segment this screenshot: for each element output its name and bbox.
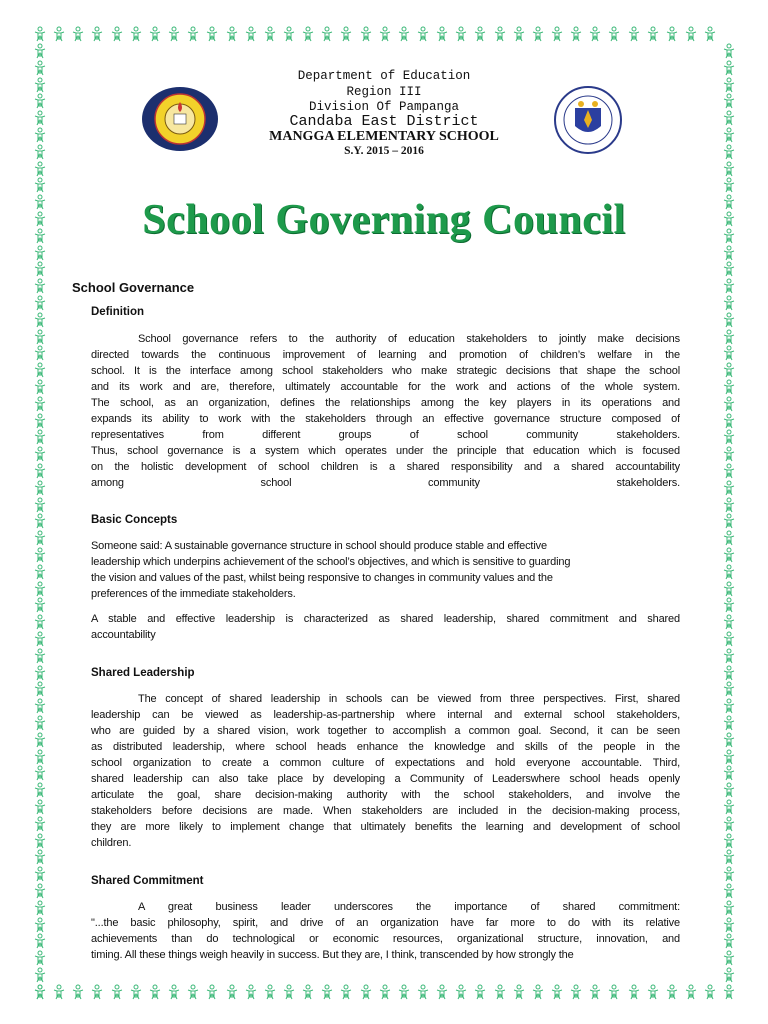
border-figure-icon — [493, 984, 507, 1000]
border-figure-icon — [722, 631, 736, 647]
paragraph-line: leadership which underpins achievement of the school’s objectives, and which is sensitive to guarding — [91, 556, 571, 568]
border-figure-icon — [473, 26, 487, 42]
border-figure-icon — [33, 564, 47, 580]
paragraph-line: and its work and are, therefore, ultimately accountable for the work and actions of the whole system. — [91, 381, 680, 393]
border-figure-icon — [722, 883, 736, 899]
border-figure-icon — [722, 362, 736, 378]
border-figure-icon — [722, 547, 736, 563]
border-figure-icon — [33, 866, 47, 882]
paragraph — [91, 538, 680, 602]
border-figure-icon — [512, 26, 526, 42]
border-figure-icon — [225, 26, 239, 42]
border-figure-icon — [33, 547, 47, 563]
border-figure-icon — [33, 900, 47, 916]
border-figure-icon — [263, 984, 277, 1000]
border-figure-icon — [33, 816, 47, 832]
border-figure-icon — [722, 715, 736, 731]
border-figure-icon — [569, 984, 583, 1000]
paragraph-line: The school, as an organization, defines the relationships among the key players in its operations and — [91, 397, 680, 409]
border-figure-icon — [722, 312, 736, 328]
border-figure-icon — [722, 413, 736, 429]
border-figure-icon — [359, 984, 373, 1000]
paragraph-line: The concept of shared leadership in schools can be viewed from three perspectives. First, shared — [138, 693, 680, 705]
border-figure-icon — [33, 329, 47, 345]
border-figure-icon — [33, 261, 47, 277]
border-figure-icon — [33, 917, 47, 933]
border-figure-icon — [665, 984, 679, 1000]
section-heading: Shared Leadership — [91, 667, 195, 679]
border-figure-icon — [722, 43, 736, 59]
paragraph-line: who are guided by a shared vision, work together to accomplish a common goal. Second, it can be seen — [91, 725, 680, 737]
border-figure-icon — [33, 715, 47, 731]
border-figure-icon — [33, 648, 47, 664]
paragraph — [91, 691, 680, 851]
border-figure-icon — [531, 984, 545, 1000]
border-figure-icon — [33, 967, 47, 983]
border-figure-icon — [33, 950, 47, 966]
border-figure-icon — [148, 984, 162, 1000]
border-figure-icon — [722, 866, 736, 882]
border-figure-icon — [320, 984, 334, 1000]
paragraph-line: Someone said: A sustainable governance structure in school should produce stable and effective — [91, 540, 547, 552]
border-figure-icon — [33, 765, 47, 781]
paragraph-line: timing. All these things weigh heavily in success. But they are, I think, transcended by how strongly the — [91, 949, 574, 961]
border-figure-icon — [397, 984, 411, 1000]
border-figure-icon — [722, 833, 736, 849]
section-heading: Basic Concepts — [91, 514, 178, 526]
border-figure-icon — [33, 177, 47, 193]
border-figure-icon — [435, 26, 449, 42]
border-figure-icon — [129, 26, 143, 42]
border-figure-icon — [722, 917, 736, 933]
border-figure-icon — [378, 26, 392, 42]
border-figure-icon — [33, 295, 47, 311]
border-figure-icon — [722, 933, 736, 949]
border-figure-icon — [454, 26, 468, 42]
border-figure-icon — [339, 26, 353, 42]
border-figure-icon — [33, 581, 47, 597]
border-figure-icon — [435, 984, 449, 1000]
border-figure-icon — [722, 446, 736, 462]
border-figure-icon — [416, 26, 430, 42]
border-figure-icon — [684, 26, 698, 42]
border-figure-icon — [33, 513, 47, 529]
border-figure-icon — [588, 984, 602, 1000]
border-figure-icon — [33, 43, 47, 59]
border-figure-icon — [703, 984, 717, 1000]
paragraph-line: A stable and effective leadership is characterized as shared leadership, shared commitment and shared — [91, 613, 680, 625]
border-figure-icon — [33, 245, 47, 261]
border-figure-icon — [684, 984, 698, 1000]
border-figure-icon — [722, 161, 736, 177]
border-figure-icon — [722, 732, 736, 748]
border-figure-icon — [722, 581, 736, 597]
border-figure-icon — [722, 295, 736, 311]
border-figure-icon — [33, 26, 47, 42]
border-figure-icon — [225, 984, 239, 1000]
border-figure-icon — [33, 698, 47, 714]
border-figure-icon — [33, 413, 47, 429]
border-figure-icon — [722, 379, 736, 395]
border-figure-icon — [33, 345, 47, 361]
border-figure-icon — [722, 396, 736, 412]
border-figure-icon — [646, 26, 660, 42]
border-figure-icon — [722, 463, 736, 479]
paragraph-line: achievements than do technological or economic resources, organizational structure, innovation, and — [91, 933, 680, 945]
border-figure-icon — [33, 161, 47, 177]
border-figure-icon — [33, 782, 47, 798]
paragraph-line: directed towards the continuous improvement of learning and promotion of children’s welfare in the — [91, 349, 680, 361]
paragraph-line: as distributed leadership, where school heads enhance the knowledge and skills of the people in the — [91, 741, 680, 753]
paragraph-line: stakeholders before decisions are made. When stakeholders are included in the decision-making process, — [91, 805, 680, 817]
border-figure-icon — [722, 648, 736, 664]
border-figure-icon — [33, 984, 47, 1000]
header-department: Department of Education — [297, 69, 471, 83]
border-figure-icon — [320, 26, 334, 42]
border-figure-icon — [33, 312, 47, 328]
border-figure-icon — [33, 732, 47, 748]
border-figure-icon — [722, 681, 736, 697]
border-figure-icon — [703, 26, 717, 42]
border-figure-icon — [722, 177, 736, 193]
border-figure-icon — [167, 984, 181, 1000]
border-figure-icon — [397, 26, 411, 42]
border-figure-icon — [33, 497, 47, 513]
border-figure-icon — [722, 480, 736, 496]
border-figure-icon — [569, 26, 583, 42]
border-figure-icon — [722, 329, 736, 345]
paragraph — [91, 331, 680, 491]
border-figure-icon — [33, 597, 47, 613]
border-figure-icon — [301, 26, 315, 42]
border-figure-icon — [627, 984, 641, 1000]
border-figure-icon — [722, 950, 736, 966]
border-figure-icon — [186, 984, 200, 1000]
border-figure-icon — [110, 984, 124, 1000]
border-figure-icon — [722, 614, 736, 630]
border-figure-icon — [722, 900, 736, 916]
paragraph-line: on the holistic development of school children is a shared responsibility and a shared accountability — [91, 461, 680, 473]
border-figure-icon — [454, 984, 468, 1000]
border-figure-icon — [588, 26, 602, 42]
paragraph-line: A great business leader underscores the importance of shared commitment: — [138, 901, 680, 913]
border-figure-icon — [52, 984, 66, 1000]
border-figure-icon — [722, 278, 736, 294]
border-figure-icon — [282, 984, 296, 1000]
paragraph-line: "...the basic philosophy, spirit, and drive of an organization have far more to do with its relative — [91, 917, 680, 929]
border-figure-icon — [607, 26, 621, 42]
border-figure-icon — [722, 513, 736, 529]
paragraph — [91, 611, 680, 643]
border-figure-icon — [531, 26, 545, 42]
border-figure-icon — [186, 26, 200, 42]
border-figure-icon — [33, 933, 47, 949]
border-figure-icon — [33, 429, 47, 445]
border-figure-icon — [244, 984, 258, 1000]
border-figure-icon — [550, 984, 564, 1000]
border-figure-icon — [722, 799, 736, 815]
paragraph-line: children. — [91, 837, 132, 849]
border-figure-icon — [512, 984, 526, 1000]
border-figure-icon — [282, 26, 296, 42]
border-figure-icon — [359, 26, 373, 42]
border-figure-icon — [722, 849, 736, 865]
border-figure-icon — [339, 984, 353, 1000]
border-figure-icon — [665, 26, 679, 42]
paragraph — [91, 899, 680, 963]
border-figure-icon — [607, 984, 621, 1000]
border-figure-icon — [722, 530, 736, 546]
border-figure-icon — [722, 984, 736, 1000]
header-school-year: S.Y. 2015 – 2016 — [344, 145, 424, 157]
paragraph-line: School governance refers to the authority of education stakeholders to jointly make decisions — [138, 333, 680, 345]
paragraph-line: preferences of the immediate stakeholders. — [91, 588, 296, 600]
border-figure-icon — [129, 984, 143, 1000]
border-figure-icon — [722, 698, 736, 714]
border-figure-icon — [167, 26, 181, 42]
border-figure-icon — [263, 26, 277, 42]
border-figure-icon — [722, 261, 736, 277]
border-figure-icon — [722, 816, 736, 832]
border-figure-icon — [33, 463, 47, 479]
border-figure-icon — [722, 245, 736, 261]
border-figure-icon — [90, 26, 104, 42]
border-figure-icon — [722, 782, 736, 798]
border-figure-icon — [33, 883, 47, 899]
border-figure-icon — [52, 26, 66, 42]
border-figure-icon — [722, 765, 736, 781]
border-figure-icon — [148, 26, 162, 42]
border-figure-icon — [646, 984, 660, 1000]
border-figure-icon — [627, 26, 641, 42]
border-figure-icon — [722, 345, 736, 361]
border-figure-icon — [33, 614, 47, 630]
document-title: School Governing Council — [142, 197, 626, 243]
border-figure-icon — [33, 631, 47, 647]
border-figure-icon — [378, 984, 392, 1000]
paragraph-line: leadership can be viewed as leadership-as-partnership where internal and external school stakeholders, — [91, 709, 680, 721]
border-figure-icon — [33, 799, 47, 815]
border-figure-icon — [71, 984, 85, 1000]
paragraph-line: articulate the goal, share decision-making authority with the school stakeholders, and involve the — [91, 789, 680, 801]
border-figure-icon — [33, 480, 47, 496]
border-figure-icon — [244, 26, 258, 42]
header-division: Division Of Pampanga — [308, 100, 460, 114]
section-heading: Shared Commitment — [91, 875, 204, 887]
paragraph-line: school. It is the interface among school stakeholders who make strategic decisions that shape the school — [91, 365, 680, 377]
border-figure-icon — [722, 749, 736, 765]
paragraph-line: representatives from different groups of school community stakeholders. — [91, 429, 680, 441]
border-figure-icon — [205, 984, 219, 1000]
border-figure-icon — [33, 362, 47, 378]
border-figure-icon — [33, 749, 47, 765]
border-figure-icon — [722, 497, 736, 513]
paragraph-line: among school community stakeholders. — [91, 477, 680, 489]
border-figure-icon — [722, 967, 736, 983]
border-figure-icon — [722, 429, 736, 445]
border-figure-icon — [416, 984, 430, 1000]
border-figure-icon — [33, 681, 47, 697]
header-region: Region III — [346, 85, 422, 99]
border-figure-icon — [33, 446, 47, 462]
paragraph-line: accountability — [91, 629, 156, 641]
border-figure-icon — [33, 849, 47, 865]
border-figure-icon — [33, 278, 47, 294]
border-figure-icon — [722, 564, 736, 580]
border-figure-icon — [33, 833, 47, 849]
paragraph-line: school organization to create a common culture of expectations and hold everyone accountable. Third, — [91, 757, 680, 769]
border-figure-icon — [301, 984, 315, 1000]
paragraph-line: they are more likely to implement change that ultimately benefits the learning and development of school — [91, 821, 680, 833]
header-district: Candaba East District — [289, 113, 479, 130]
border-figure-icon — [493, 26, 507, 42]
paragraph-line: the vision and values of the past, whilst being responsive to changes in community values and the — [91, 572, 553, 584]
border-figure-icon — [33, 665, 47, 681]
border-figure-icon — [90, 984, 104, 1000]
border-figure-icon — [205, 26, 219, 42]
border-figure-icon — [110, 26, 124, 42]
border-figure-icon — [722, 665, 736, 681]
section-title: School Governance — [72, 280, 195, 295]
header-school-name: MANGGA ELEMENTARY SCHOOL — [269, 129, 499, 144]
border-figure-icon — [71, 26, 85, 42]
border-figure-icon — [33, 530, 47, 546]
border-figure-icon — [33, 379, 47, 395]
paragraph-line: shared leadership can also take place by developing a Community of Leaderswhere school heads openly — [91, 773, 680, 785]
border-figure-icon — [722, 597, 736, 613]
border-figure-icon — [550, 26, 564, 42]
paragraph-line: expands its ability to work with the stakeholders through an effective governance structure composed of — [91, 413, 680, 425]
section-heading: Definition — [91, 306, 145, 318]
paragraph-line: Thus, school governance is a system which operates under the principle that education which is focused — [91, 445, 680, 457]
border-figure-icon — [473, 984, 487, 1000]
border-figure-icon — [33, 396, 47, 412]
